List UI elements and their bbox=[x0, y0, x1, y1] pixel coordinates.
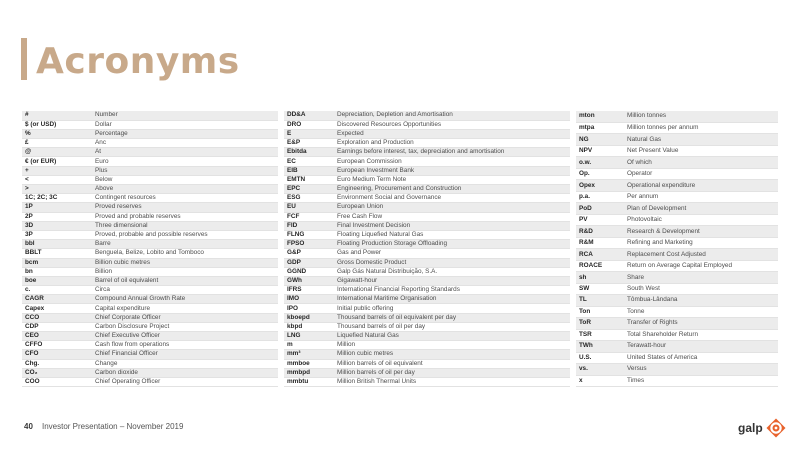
acronym-row bbox=[22, 332, 278, 341]
acronym-term: 1P bbox=[22, 203, 92, 212]
acronym-row bbox=[22, 258, 278, 267]
acronym-definition: Final Investment Decision bbox=[334, 221, 570, 230]
acronym-term: IMO bbox=[284, 295, 334, 304]
acronym-row bbox=[284, 286, 570, 295]
acronym-row bbox=[284, 359, 570, 368]
acronym-row bbox=[576, 283, 778, 294]
acronym-term: DD&A bbox=[284, 111, 334, 120]
acronym-definition: South West bbox=[624, 283, 778, 294]
acronym-row bbox=[284, 368, 570, 377]
acronym-definition: Carbon Disclosure Project bbox=[92, 322, 278, 331]
acronym-term: IFRS bbox=[284, 286, 334, 295]
acronym-definition: Free Cash Flow bbox=[334, 212, 570, 221]
acronym-term: Capex bbox=[22, 304, 92, 313]
acronym-term: EMTN bbox=[284, 175, 334, 184]
acronym-row bbox=[284, 139, 570, 148]
page-title: Acronyms bbox=[36, 41, 240, 82]
acronym-term: RCA bbox=[576, 249, 624, 260]
acronym-row bbox=[576, 272, 778, 283]
acronym-row bbox=[576, 134, 778, 145]
galp-logo-icon bbox=[766, 418, 786, 438]
acronym-row bbox=[576, 375, 778, 386]
acronym-definition: International Financial Reporting Standards bbox=[334, 286, 570, 295]
footer-text: Investor Presentation – November 2019 bbox=[42, 422, 184, 431]
acronym-row bbox=[22, 129, 278, 138]
acronym-term: mton bbox=[576, 111, 624, 122]
acronym-row bbox=[22, 194, 278, 203]
page-number: 40 bbox=[24, 422, 33, 431]
acronym-table-2 bbox=[284, 111, 570, 387]
acronym-definition: Terawatt-hour bbox=[624, 341, 778, 352]
acronym-term: EPC bbox=[284, 185, 334, 194]
acronym-row bbox=[22, 111, 278, 120]
acronym-row bbox=[576, 249, 778, 260]
acronym-term: CFFO bbox=[22, 341, 92, 350]
acronym-definition: Circa bbox=[92, 286, 278, 295]
acronym-row bbox=[22, 368, 278, 377]
acronym-definition: Thousand barrels of oil per day bbox=[334, 322, 570, 331]
acronym-term: ROACE bbox=[576, 260, 624, 271]
acronym-definition: Share bbox=[624, 272, 778, 283]
acronym-definition: Barrel of oil equivalent bbox=[92, 276, 278, 285]
acronym-row bbox=[576, 318, 778, 329]
acronym-definition: Number bbox=[92, 111, 278, 120]
acronym-term: G&P bbox=[284, 249, 334, 258]
acronym-definition: Return on Average Capital Employed bbox=[624, 260, 778, 271]
galp-logo bbox=[738, 418, 786, 438]
acronym-definition: Tonne bbox=[624, 306, 778, 317]
acronym-row bbox=[22, 304, 278, 313]
acronym-term: NPV bbox=[576, 145, 624, 156]
acronym-term: c. bbox=[22, 286, 92, 295]
acronym-definition: European Investment Bank bbox=[334, 166, 570, 175]
acronym-term: + bbox=[22, 166, 92, 175]
acronym-definition: Dollar bbox=[92, 120, 278, 129]
acronym-row bbox=[22, 166, 278, 175]
acronym-definition: Gross Domestic Product bbox=[334, 258, 570, 267]
acronym-row bbox=[576, 260, 778, 271]
acronym-definition: Plus bbox=[92, 166, 278, 175]
acronym-term: 2P bbox=[22, 212, 92, 221]
acronym-term: E&P bbox=[284, 139, 334, 148]
acronym-term: x bbox=[576, 375, 624, 386]
acronym-row bbox=[284, 157, 570, 166]
acronym-definition: Cash flow from operations bbox=[92, 341, 278, 350]
acronym-row bbox=[576, 352, 778, 363]
acronym-definition: Million barrels of oil equivalent bbox=[334, 359, 570, 368]
acronym-term: Chg. bbox=[22, 359, 92, 368]
acronym-definition: Gigawatt-hour bbox=[334, 276, 570, 285]
acronym-definition: Floating Liquefied Natural Gas bbox=[334, 230, 570, 239]
acronym-term: FLNG bbox=[284, 230, 334, 239]
acronym-row bbox=[284, 322, 570, 331]
acronym-term: mtpa bbox=[576, 122, 624, 133]
acronym-term: mm³ bbox=[284, 350, 334, 359]
acronym-definition: European Commission bbox=[334, 157, 570, 166]
acronym-row bbox=[22, 286, 278, 295]
acronym-definition: Total Shareholder Return bbox=[624, 329, 778, 340]
acronym-term: £ bbox=[22, 139, 92, 148]
acronym-definition: International Maritime Organisation bbox=[334, 295, 570, 304]
acronym-term: > bbox=[22, 185, 92, 194]
acronym-term: bn bbox=[22, 267, 92, 276]
acronym-row bbox=[284, 129, 570, 138]
acronym-term: Op. bbox=[576, 168, 624, 179]
acronym-row bbox=[22, 295, 278, 304]
acronym-row bbox=[576, 341, 778, 352]
acronym-term: kboepd bbox=[284, 313, 334, 322]
acronym-term: DRO bbox=[284, 120, 334, 129]
acronym-row bbox=[284, 276, 570, 285]
acronym-row bbox=[576, 214, 778, 225]
acronym-row bbox=[576, 168, 778, 179]
acronym-row bbox=[22, 359, 278, 368]
acronym-term: mmboe bbox=[284, 359, 334, 368]
acronym-term: $ (or USD) bbox=[22, 120, 92, 129]
acronym-definition: Chief Financial Officer bbox=[92, 350, 278, 359]
acronym-term: ToR bbox=[576, 318, 624, 329]
acronym-definition: Of which bbox=[624, 157, 778, 168]
acronym-definition: Exploration and Production bbox=[334, 139, 570, 148]
acronym-term: NG bbox=[576, 134, 624, 145]
acronym-term: CFO bbox=[22, 350, 92, 359]
acronym-definition: Three dimensional bbox=[92, 221, 278, 230]
acronym-definition: Expected bbox=[334, 129, 570, 138]
acronym-row bbox=[22, 267, 278, 276]
acronym-row bbox=[284, 304, 570, 313]
acronym-definition: Million tonnes bbox=[624, 111, 778, 122]
acronym-row bbox=[576, 111, 778, 122]
acronym-definition: Discovered Resources Opportunities bbox=[334, 120, 570, 129]
acronym-term: FID bbox=[284, 221, 334, 230]
acronym-definition: Tômbua-Lândana bbox=[624, 295, 778, 306]
acronym-row bbox=[284, 313, 570, 322]
acronym-term: p.a. bbox=[576, 191, 624, 202]
acronym-row bbox=[576, 237, 778, 248]
acronym-columns bbox=[22, 111, 778, 387]
acronym-term: CCO bbox=[22, 313, 92, 322]
acronym-row bbox=[22, 377, 278, 386]
acronym-term: PV bbox=[576, 214, 624, 225]
acronym-row bbox=[284, 194, 570, 203]
acronym-definition: Refining and Marketing bbox=[624, 237, 778, 248]
acronym-term: TSR bbox=[576, 329, 624, 340]
acronym-term: 3P bbox=[22, 230, 92, 239]
acronym-row bbox=[284, 350, 570, 359]
acronym-row bbox=[22, 139, 278, 148]
acronym-definition: At bbox=[92, 148, 278, 157]
acronym-term: % bbox=[22, 129, 92, 138]
acronym-definition: Billion cubic metres bbox=[92, 258, 278, 267]
acronym-row bbox=[576, 306, 778, 317]
acronym-definition: Below bbox=[92, 175, 278, 184]
acronym-definition: Per annum bbox=[624, 191, 778, 202]
acronym-table-1 bbox=[22, 111, 278, 387]
acronym-definition: Compound Annual Growth Rate bbox=[92, 295, 278, 304]
acronym-row bbox=[284, 332, 570, 341]
acronym-row bbox=[22, 203, 278, 212]
acronym-definition: Carbon dioxide bbox=[92, 368, 278, 377]
acronym-definition: Contingent resources bbox=[92, 194, 278, 203]
acronym-row bbox=[576, 122, 778, 133]
acronym-definition: Benguela, Belize, Lobito and Tomboco bbox=[92, 249, 278, 258]
acronym-definition: Chief Executive Officer bbox=[92, 332, 278, 341]
acronym-term: Opex bbox=[576, 180, 624, 191]
acronym-row bbox=[576, 203, 778, 214]
acronym-definition: Galp Gás Natural Distribuição, S.A. bbox=[334, 267, 570, 276]
acronym-definition: Barre bbox=[92, 240, 278, 249]
acronym-term: EU bbox=[284, 203, 334, 212]
acronym-term: mmbtu bbox=[284, 377, 334, 386]
acronym-term: GWh bbox=[284, 276, 334, 285]
acronym-row bbox=[576, 191, 778, 202]
acronym-row bbox=[22, 313, 278, 322]
acronym-definition: Proved, probable and possible reserves bbox=[92, 230, 278, 239]
acronym-term: 1C; 2C; 3C bbox=[22, 194, 92, 203]
acronym-term: 3D bbox=[22, 221, 92, 230]
acronym-term: TWh bbox=[576, 341, 624, 352]
acronym-row bbox=[284, 221, 570, 230]
acronym-term: CDP bbox=[22, 322, 92, 331]
acronym-definition: Anc bbox=[92, 139, 278, 148]
acronym-definition: Versus bbox=[624, 364, 778, 375]
acronym-term: EIB bbox=[284, 166, 334, 175]
acronym-term: # bbox=[22, 111, 92, 120]
acronym-row bbox=[284, 111, 570, 120]
acronym-definition: Net Present Value bbox=[624, 145, 778, 156]
acronym-term: Ebitda bbox=[284, 148, 334, 157]
acronym-definition: Euro bbox=[92, 157, 278, 166]
acronym-definition: Transfer of Rights bbox=[624, 318, 778, 329]
acronym-term: LNG bbox=[284, 332, 334, 341]
acronym-row bbox=[22, 249, 278, 258]
acronym-definition: Chief Operating Officer bbox=[92, 377, 278, 386]
acronym-term: boe bbox=[22, 276, 92, 285]
acronym-definition: Euro Medium Term Note bbox=[334, 175, 570, 184]
acronym-row bbox=[576, 329, 778, 340]
acronym-definition: Million British Thermal Units bbox=[334, 377, 570, 386]
acronym-definition: Liquefied Natural Gas bbox=[334, 332, 570, 341]
acronym-row bbox=[576, 226, 778, 237]
acronym-term: E bbox=[284, 129, 334, 138]
acronym-term: U.S. bbox=[576, 352, 624, 363]
acronym-row bbox=[22, 230, 278, 239]
acronym-term: sh bbox=[576, 272, 624, 283]
acronym-row bbox=[22, 322, 278, 331]
acronym-definition: Engineering, Procurement and Construction bbox=[334, 185, 570, 194]
acronym-definition: Depreciation, Depletion and Amortisation bbox=[334, 111, 570, 120]
acronym-definition: European Union bbox=[334, 203, 570, 212]
acronym-definition: Proved and probable reserves bbox=[92, 212, 278, 221]
acronym-definition: Replacement Cost Adjusted bbox=[624, 249, 778, 260]
acronym-term: kbpd bbox=[284, 322, 334, 331]
acronym-definition: Operational expenditure bbox=[624, 180, 778, 191]
acronym-definition: Photovoltaic bbox=[624, 214, 778, 225]
acronym-definition: Change bbox=[92, 359, 278, 368]
acronym-term: mmbpd bbox=[284, 368, 334, 377]
acronym-row bbox=[576, 295, 778, 306]
acronym-term: € (or EUR) bbox=[22, 157, 92, 166]
acronym-definition: Percentage bbox=[92, 129, 278, 138]
acronym-term: bbl bbox=[22, 240, 92, 249]
acronym-definition: Plan of Development bbox=[624, 203, 778, 214]
acronym-term: CAGR bbox=[22, 295, 92, 304]
acronym-row bbox=[284, 148, 570, 157]
acronym-row bbox=[284, 175, 570, 184]
acronym-definition: Million tonnes per annum bbox=[624, 122, 778, 133]
acronym-term: R&D bbox=[576, 226, 624, 237]
acronym-row bbox=[576, 180, 778, 191]
acronym-definition: Above bbox=[92, 185, 278, 194]
acronym-row bbox=[284, 258, 570, 267]
acronym-term: CO₂ bbox=[22, 368, 92, 377]
acronym-term: R&M bbox=[576, 237, 624, 248]
acronym-term: < bbox=[22, 175, 92, 184]
acronym-row bbox=[22, 185, 278, 194]
logo-wordmark: galp bbox=[738, 421, 763, 435]
acronym-definition: Initial public offering bbox=[334, 304, 570, 313]
acronym-row bbox=[22, 341, 278, 350]
acronym-definition: Proved reserves bbox=[92, 203, 278, 212]
acronym-definition: Environment Social and Governance bbox=[334, 194, 570, 203]
acronym-definition: Floating Production Storage Offloading bbox=[334, 240, 570, 249]
acronym-row bbox=[284, 185, 570, 194]
acronym-row bbox=[284, 295, 570, 304]
acronym-term: EC bbox=[284, 157, 334, 166]
acronym-definition: Million barrels of oil per day bbox=[334, 368, 570, 377]
acronym-definition: Times bbox=[624, 375, 778, 386]
acronym-definition: United States of America bbox=[624, 352, 778, 363]
acronym-row bbox=[22, 157, 278, 166]
title-accent-bar bbox=[21, 38, 27, 80]
acronym-term: IPO bbox=[284, 304, 334, 313]
acronym-term: CEO bbox=[22, 332, 92, 341]
acronym-row bbox=[22, 221, 278, 230]
acronym-row bbox=[22, 276, 278, 285]
acronym-row bbox=[284, 120, 570, 129]
acronym-row bbox=[284, 230, 570, 239]
acronym-term: GDP bbox=[284, 258, 334, 267]
acronym-definition: Million bbox=[334, 341, 570, 350]
acronym-row bbox=[576, 145, 778, 156]
acronym-row bbox=[284, 341, 570, 350]
acronym-row bbox=[576, 364, 778, 375]
acronym-term: o.w. bbox=[576, 157, 624, 168]
acronym-term: @ bbox=[22, 148, 92, 157]
acronym-definition: Thousand barrels of oil equivalent per day bbox=[334, 313, 570, 322]
acronym-term: bcm bbox=[22, 258, 92, 267]
acronym-row bbox=[22, 240, 278, 249]
acronym-row bbox=[576, 157, 778, 168]
acronym-row bbox=[284, 267, 570, 276]
acronym-definition: Billion bbox=[92, 267, 278, 276]
acronym-definition: Chief Corporate Officer bbox=[92, 313, 278, 322]
acronym-table-3 bbox=[576, 111, 778, 387]
acronym-row bbox=[22, 212, 278, 221]
acronym-row bbox=[284, 240, 570, 249]
acronym-term: TL bbox=[576, 295, 624, 306]
acronym-term: PoD bbox=[576, 203, 624, 214]
acronym-term: BBLT bbox=[22, 249, 92, 258]
acronym-term: GGND bbox=[284, 267, 334, 276]
acronym-row bbox=[22, 148, 278, 157]
acronym-term: COO bbox=[22, 377, 92, 386]
acronym-row bbox=[284, 203, 570, 212]
acronym-definition: Gas and Power bbox=[334, 249, 570, 258]
acronym-term: m bbox=[284, 341, 334, 350]
acronym-term: FPSO bbox=[284, 240, 334, 249]
acronym-term: vs. bbox=[576, 364, 624, 375]
acronym-term: Ton bbox=[576, 306, 624, 317]
acronym-term: FCF bbox=[284, 212, 334, 221]
acronym-row bbox=[22, 350, 278, 359]
acronym-definition: Natural Gas bbox=[624, 134, 778, 145]
acronym-definition: Capital expenditure bbox=[92, 304, 278, 313]
acronym-row bbox=[284, 249, 570, 258]
acronym-row bbox=[284, 166, 570, 175]
acronym-term: ESG bbox=[284, 194, 334, 203]
acronym-row bbox=[22, 175, 278, 184]
acronym-definition: Million cubic metres bbox=[334, 350, 570, 359]
acronym-term: SW bbox=[576, 283, 624, 294]
acronym-definition: Operator bbox=[624, 168, 778, 179]
acronym-row bbox=[284, 377, 570, 386]
acronym-definition: Research & Development bbox=[624, 226, 778, 237]
acronym-row bbox=[284, 212, 570, 221]
acronym-row bbox=[22, 120, 278, 129]
acronym-definition: Earnings before interest, tax, depreciation and amortisation bbox=[334, 148, 570, 157]
